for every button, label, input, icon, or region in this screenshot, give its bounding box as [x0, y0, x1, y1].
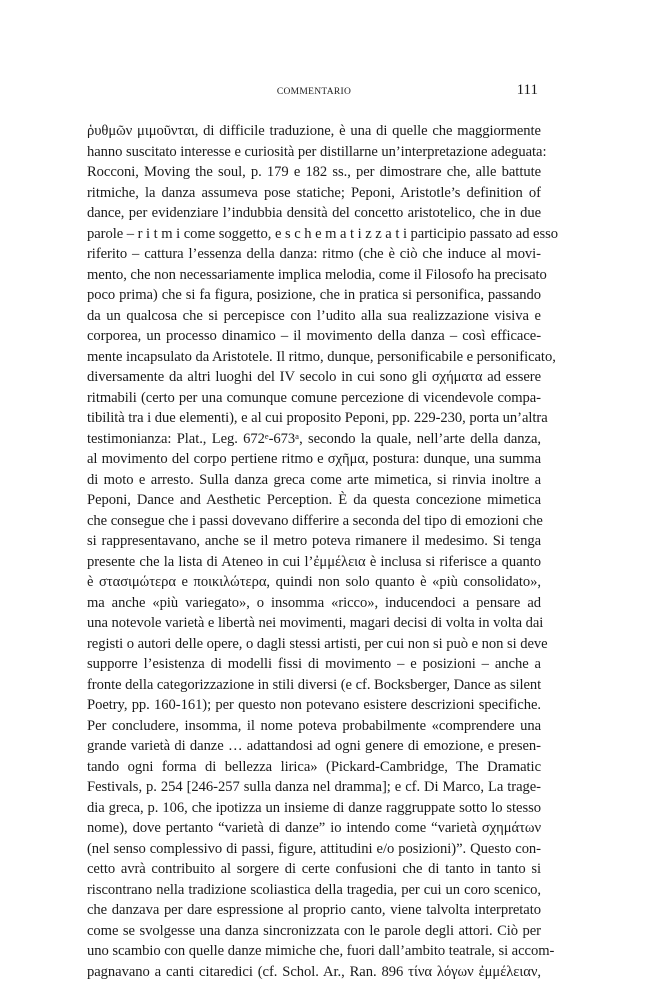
text-line: supporre l’esistenza di modelli fissi di movimento – e posizioni – anche a: [87, 654, 541, 675]
text-line: ma anche «più variegato», o insomma «ricco», inducendoci a pensare ad: [87, 593, 541, 614]
text-line: Peponi, Dance and Aesthetic Perception. È da questa concezione mimetica: [87, 490, 541, 511]
text-line: hanno suscitato interesse e curiosità per distillarne un’interpretazione adeguata:: [87, 142, 541, 163]
commentary-body: [87, 121, 541, 982]
text-line: Per concludere, insomma, il nome poteva probabilmente «comprendere una: [87, 716, 541, 737]
text-line: cetto avrà contribuito al sorgere di certe confusioni che di tanto in tanto si: [87, 859, 541, 880]
text-line: uno scambio con quelle danze mimiche che, fuori dall’ambito teatrale, si accom-: [87, 941, 541, 962]
text-line: tibilità tra i due elementi), e al cui proposito Peponi, pp. 229-230, porta un’altra: [87, 408, 541, 429]
text-line: è στασιμώτερα e ποικιλώτερα, quindi non solo quanto è «più consolidato»,: [87, 572, 541, 593]
text-line: riferito – cattura l’essenza della danza: ritmo (che è ciò che induce al movi-: [87, 244, 541, 265]
text-line: corporea, un processo dinamico – il movimento della danza – così efficace-: [87, 326, 541, 347]
text-line: da un qualcosa che si percepisce con l’udito alla sua realizzazione visiva e: [87, 306, 541, 327]
text-line: nome), dove pertanto “varietà di danze” io intendo come “varietà σχημάτων: [87, 818, 541, 839]
text-line: diversamente da altri luoghi del IV secolo in cui sono gli σχήματα ad essere: [87, 367, 541, 388]
text-line: Festivals, p. 254 [246-257 sulla danza nel dramma]; e cf. Di Marco, La trage-: [87, 777, 541, 798]
text-line: riscontrano nella tradizione scoliastica della tragedia, per cui un coro scenico,: [87, 880, 541, 901]
running-title: COMMENTARIO: [87, 87, 541, 97]
text-line: grande varietà di danze … adattandosi ad ogni genere di emozione, e presen-: [87, 736, 541, 757]
text-line: pagnavano a canti citaredici (cf. Schol. Ar., Ran. 896 τίνα λόγων ἐμμέλειαν,: [87, 962, 541, 982]
text-line: ritmabili (certo per una comunque comune percezione di vicendevole compa-: [87, 388, 541, 409]
text-line: testimonianza: Plat., Leg. 672ᵉ-673ᵃ, secondo la quale, nell’arte della danza,: [87, 429, 541, 450]
text-line: Poetry, pp. 160-161); per questo non potevano esistere descrizioni specifiche.: [87, 695, 541, 716]
text-line: dia greca, p. 106, che ipotizza un insieme di danze raggruppate sotto lo stesso: [87, 798, 541, 819]
text-line: tando ogni forma di bellezza lirica» (Pickard-Cambridge, The Dramatic: [87, 757, 541, 778]
text-line: mente incapsulato da Aristotele. Il ritmo, dunque, personificabile e personificato,: [87, 347, 541, 368]
text-line: che danzava per dare espressione al proprio canto, viene talvolta interpretato: [87, 900, 541, 921]
text-line: ῥυθμῶν μιμοῦνται, di difficile traduzione, è una di quelle che maggiormente: [87, 121, 541, 142]
text-line: mento, che non necessariamente implica melodia, come il Filosofo ha precisato: [87, 265, 541, 286]
text-line: poco prima) che si fa figura, posizione, che in pratica si personifica, passando: [87, 285, 541, 306]
text-line: parole – r i t m i come soggetto, e s c h e m a t i z z a t i participio passato ad esso: [87, 224, 541, 245]
page-header: [87, 82, 541, 102]
text-line: si rappresentavano, anche se il metro poteva rimanere il medesimo. Si tenga: [87, 531, 541, 552]
text-line: come se svolgesse una danza sincronizzata con le parole degli attori. Ciò per: [87, 921, 541, 942]
text-line: dance, per evidenziare l’indubbia densità del concetto aristotelico, che in due: [87, 203, 541, 224]
text-line: al movimento del corpo pertiene ritmo e σχῆμα, postura: dunque, una summa: [87, 449, 541, 470]
text-line: registi o autori delle opere, o dagli stessi artisti, per cui non si può e non si deve: [87, 634, 541, 655]
text-line: di moto e arresto. Sulla danza greca come arte mimetica, si rinvia inoltre a: [87, 470, 541, 491]
text-line: Rocconi, Moving the soul, p. 179 e 182 ss., per dimostrare che, alle battute: [87, 162, 541, 183]
text-line: fronte della categorizzazione in stili diversi (e cf. Bocksberger, Dance as silent: [87, 675, 541, 696]
text-line: una notevole varietà e libertà nei movimenti, magari decisi di volta in volta dai: [87, 613, 541, 634]
text-line: presente che la lista di Ateneo in cui l’ἐμμέλεια è inclusa si riferisce a quanto: [87, 552, 541, 573]
page-number: 111: [517, 82, 538, 99]
text-line: ritmiche, la danza assumeva pose statiche; Peponi, Aristotle’s definition of: [87, 183, 541, 204]
text-line: che consegue che i passi dovevano differire a seconda del tipo di emozioni che: [87, 511, 541, 532]
text-line: (nel senso complessivo di passi, figure, attitudini e/o posizioni)”. Questo con-: [87, 839, 541, 860]
